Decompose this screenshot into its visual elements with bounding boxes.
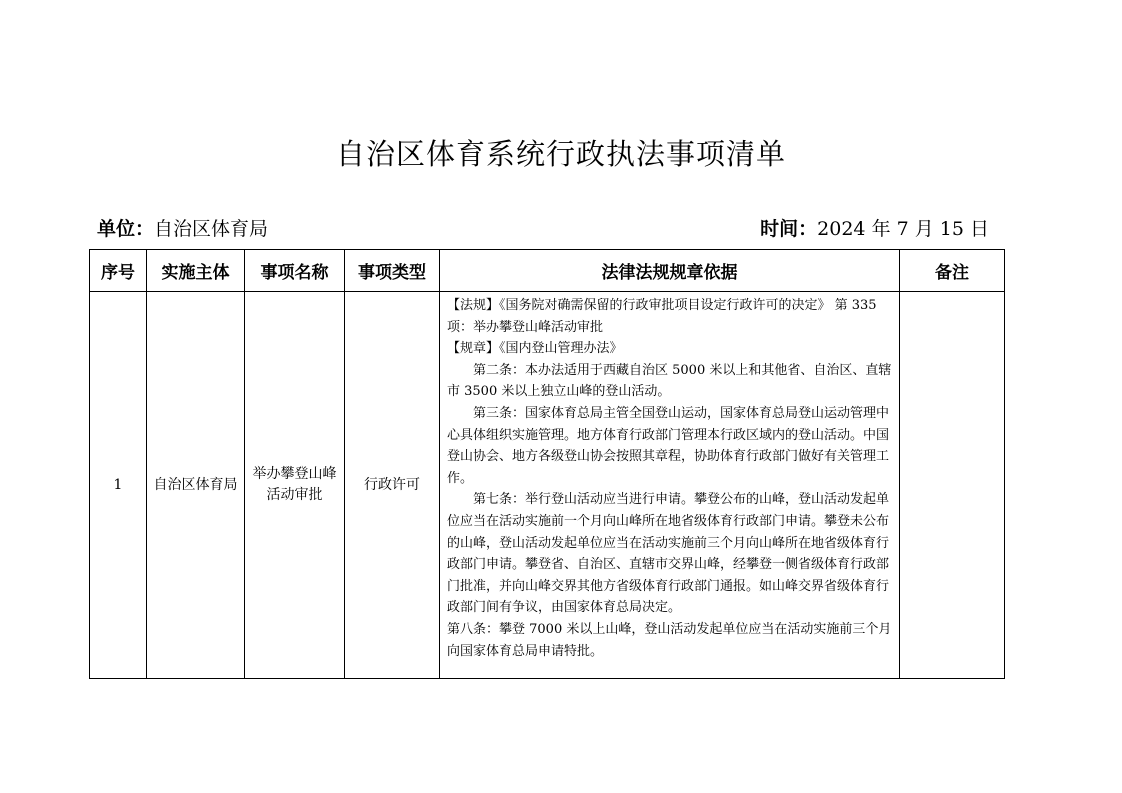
cell-subject: 自治区体育局	[147, 292, 245, 679]
unit-info	[97, 214, 268, 241]
enforcement-items-table	[89, 249, 1005, 679]
unit-label: 单位：	[97, 218, 155, 240]
cell-index: 1	[90, 292, 147, 679]
date-info	[760, 214, 989, 241]
header-item-name: 事项名称	[245, 250, 345, 292]
cell-item-type: 行政许可	[345, 292, 440, 679]
header-legal-basis: 法律法规规章依据	[440, 250, 900, 292]
cell-item-name: 举办攀登山峰活动审批	[245, 292, 345, 679]
header-subject: 实施主体	[147, 250, 245, 292]
cell-remark	[900, 292, 1005, 679]
basis-rule: 【规章】《国内登山管理办法》	[447, 341, 623, 357]
basis-article-2: 第二条：本办法适用于西藏自治区 5000 米以上和其他省、自治区、直辖市 3500 米以上独立山峰的登山活动。	[447, 362, 892, 400]
unit-value: 自治区体育局	[154, 218, 269, 240]
cell-legal-basis	[440, 292, 900, 679]
basis-article-7: 第七条：举行登山活动应当进行申请。攀登公布的山峰，登山活动发起单位应当在活动实施前一个月向山峰所在地省级体育行政部门申请。攀登未公布的山峰，登山活动发起单位应当在活动实施前三个月向山峰所在地省级体育行政部门申请。攀登省、自治区、直辖市交界山峰，经攀登一侧省级体育行政部门批准，并向山峰交界其他方省级体育行政部门通报。如山峰交界省级体育行政部门间有争议，由国家体育总局决定。	[447, 492, 890, 616]
table-header-row	[90, 250, 1005, 292]
basis-regulation: 【法规】《国务院对确需保留的行政审批项目设定行政许可的决定》 第 335 项：举办攀登山峰活动审批	[447, 298, 877, 335]
page-title: 自治区体育系统行政执法事项清单	[335, 137, 786, 171]
header-remark: 备注	[900, 250, 1005, 292]
table-row	[90, 292, 1005, 679]
meta-row	[97, 214, 989, 240]
header-item-type: 事项类型	[345, 250, 440, 292]
date-value: 2024 年 7 月 15 日	[817, 218, 989, 240]
header-index: 序号	[90, 250, 147, 292]
basis-article-3: 第三条：国家体育总局主管全国登山运动，国家体育总局登山运动管理中心具体组织实施管理。地方体育行政部门管理本行政区域内的登山活动。中国登山协会、地方各级登山协会按照其章程，协助体育行政部门做好有关管理工作。	[447, 405, 890, 486]
basis-article-8: 第八条：攀登 7000 米以上山峰，登山活动发起单位应当在活动实施前三个月向国家体育总局申请特批。	[447, 621, 892, 659]
date-label: 时间：	[760, 218, 818, 240]
